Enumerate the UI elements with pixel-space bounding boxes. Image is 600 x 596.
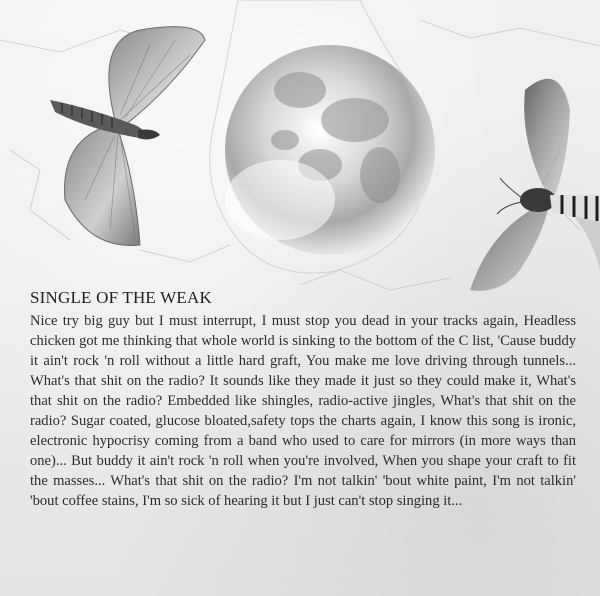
lyrics-block [30,288,576,511]
song-title: SINGLE OF THE WEAK [30,288,212,307]
moth-left [50,27,205,246]
song-lyrics: Nice try big guy but I must interrupt, I must stop you dead in your tracks again, Headless chicken got me thinking that whole world is sinking to the bottom of the C list, 'Cause buddy it ain't rock 'n roll without a little hard graft, You make me love driving through tunnels... What's that shit on the radio? It sounds like they made it just so they could make it, What's that shit on the radio? Embedded like shingles, radio-active jingles, What's that shit on the radio? Sugar coated, glucose bloated,safety tops the charts again, I know this song is ironic, electronic hypocrisy coming from a band who used to care for mirrors (in more ways than one)... But buddy it ain't rock 'n roll when you're involved, When you shape your craft to fit the masses... What's that shit on the radio? I'm not talkin' 'bout white paint, I'm not talkin' 'bout coffee stains, I'm so sick of hearing it but I just can't stop singing it... [30,313,576,509]
moth-right [470,79,600,291]
lightbulb-moon [210,0,435,273]
